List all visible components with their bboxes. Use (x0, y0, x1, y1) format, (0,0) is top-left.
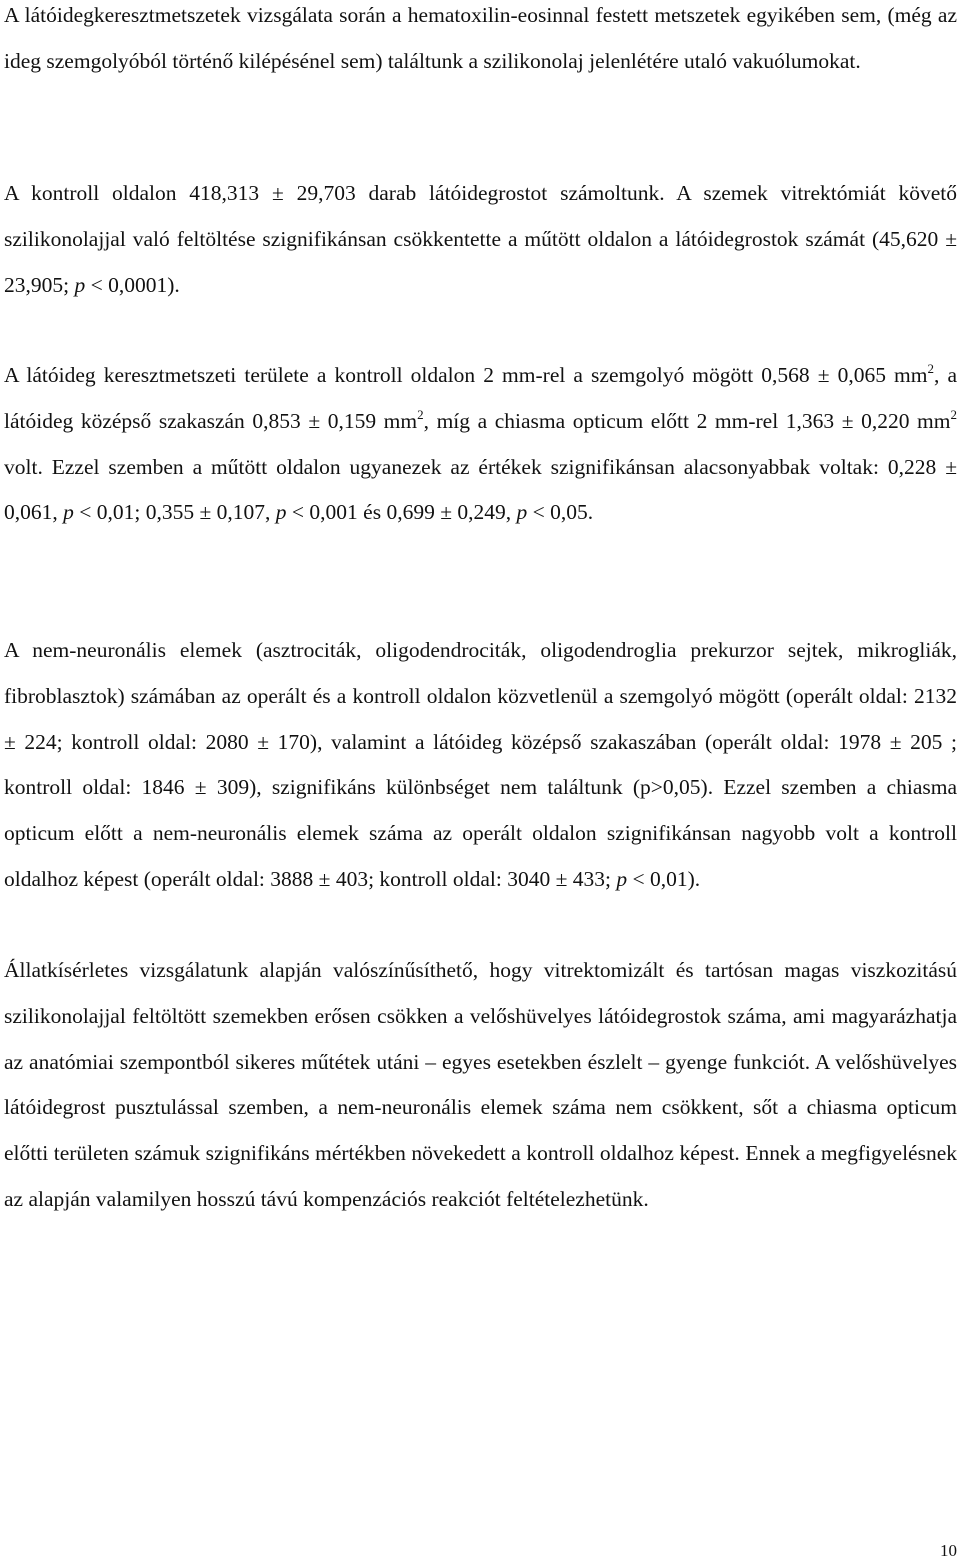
paragraph-4 (4, 628, 957, 903)
p-value-symbol: p (616, 866, 628, 891)
p-value-symbol: p (74, 272, 86, 297)
superscript-2: 2 (950, 406, 957, 422)
paragraph-5 (4, 948, 957, 1223)
p-value-symbol: p (63, 500, 74, 525)
paragraph-2-text-a: A kontroll oldalon 418,313 ± 29,703 darab látóidegrostot számoltunk. A szemek vitrektómiát követő szilikonolajjal való feltöltése szignifikánsan csökkentette a műtött oldalon a látóidegrostok számát (45,620 ± 23,905; (4, 181, 957, 297)
paragraph-3-text-a: A látóideg keresztmetszeti területe a kontroll oldalon 2 mm-rel a szemgolyó mögött 0,568 ± 0,065 mm (4, 363, 928, 387)
paragraph-3-text-c: , míg a chiasma opticum előtt 2 mm-rel 1,363 ± 0,220 mm (423, 408, 951, 433)
paragraph-3-text-e: < 0,01; 0,355 ± 0,107, (73, 500, 276, 525)
paragraph-2 (4, 171, 957, 308)
paragraph-3 (4, 353, 957, 536)
paragraph-4-text-a: A nem-neuronális elemek (asztrociták, oligodendrociták, oligodendroglia prekurzor sejtek, mikrogliák, fibroblasztok) számában az operált és a kontroll oldalon közvetlenül a szemgolyó mögött (operált oldal: 2132 ± 224; kontroll oldal: 2080 ± 170), valamint a látóideg középső szakaszában (operált oldal: 1978 ± 205 ; kontroll oldal: 1846 ± 309), szignifikáns különbséget nem találtunk (p>0,05). Ezzel szemben a chiasma opticum előtt a nem-neuronális elemek száma az operált oldalon szignifikánsan nagyobb volt a kontroll oldalhoz képest (operált oldal: 3888 ± 403; kontroll oldal: 3040 ± 433; (4, 638, 957, 891)
paragraph-3-text-d: volt. Ezzel szemben a műtött oldalon ugyanezek az értékek szignifikánsan alacsonyabbak voltak: 0,228 ± 0,061, (4, 454, 957, 525)
superscript-2: 2 (927, 361, 934, 376)
paragraph-3-text-b: , a látóideg középső szakaszán 0,853 ± 0,159 mm (4, 363, 957, 433)
paragraph-3-text-g: < 0,05. (527, 500, 594, 525)
paragraph-2-text-b: < 0,0001). (85, 272, 180, 297)
paragraph-3-text-f: < 0,001 és 0,699 ± 0,249, (286, 500, 517, 525)
page-number: 10 (940, 1541, 957, 1560)
paragraph-1-text: A látóidegkeresztmetszetek vizsgálata során a hematoxilin-eosinnal festett metszetek egyikében sem, (még az ideg szemgolyóból történő kilépésénel sem) találtunk a szilikonolaj jelenlétére utaló vakuólumokat. (4, 3, 957, 73)
paragraph-5-text: Állatkísérletes vizsgálatunk alapján valószínűsíthető, hogy vitrektomizált és tartósan magas viszkozitású szilikonolajjal feltöltött szemekben erősen csökken a velőshüvelyes látóidegrostok száma, ami magyarázhatja az anatómiai szempontból sikeres műtétek utáni – egyes esetekben észlelt – gyenge funkciót. A velőshüvelyes látóidegrost pusztulással szemben, a nem-neuronális elemek száma nem csökkent, sőt a chiasma opticum előtti területen számuk szignifikáns mértékben növekedett a kontroll oldalhoz képest. Ennek a megfigyelésnek az alapján valamilyen hosszú távú kompenzációs reakciót feltételezhetünk. (4, 958, 957, 1211)
paragraph-1 (4, 0, 957, 85)
p-value-symbol: p (275, 500, 287, 525)
p-value-symbol: p (516, 500, 528, 525)
paragraph-4-text-b: < 0,01). (627, 866, 701, 891)
superscript-2: 2 (417, 406, 424, 422)
